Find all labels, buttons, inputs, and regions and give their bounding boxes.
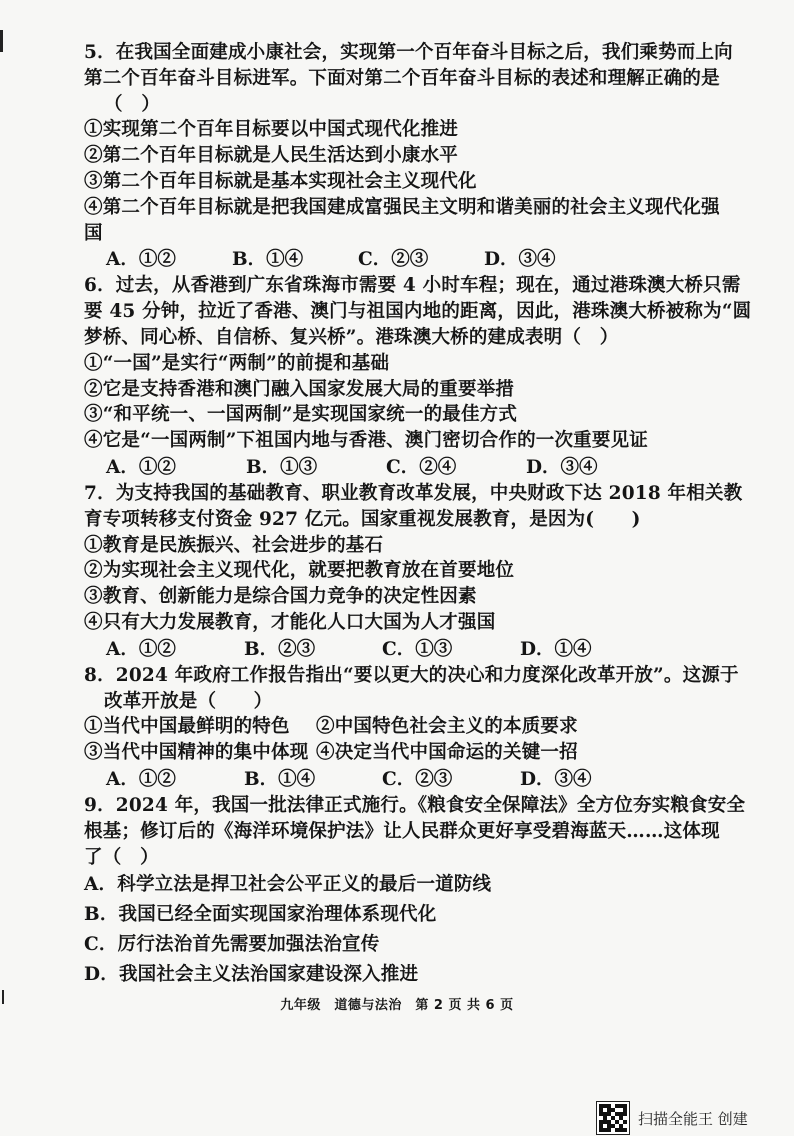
statement: ③当代中国精神的集中体现 <box>84 742 309 764</box>
option-b[interactable]: B．①④ <box>232 249 304 271</box>
option-a[interactable]: A．①② <box>106 249 176 271</box>
question-6 <box>84 273 764 481</box>
statement: ①“一国”是实行“两制”的前提和基础 <box>84 352 390 374</box>
option-b[interactable]: B．②③ <box>244 638 316 660</box>
questions-content <box>84 38 764 990</box>
question-stem: 5．在我国全面建成小康社会，实现第一个百年奋斗目标之后，我们乘势而上向 <box>84 42 733 63</box>
question-8 <box>84 663 764 793</box>
option-a[interactable]: A．科学立法是捍卫社会公平正义的最后一道防线 <box>84 874 492 896</box>
statement: ②中国特色社会主义的本质要求 <box>316 716 578 738</box>
question-9 <box>84 793 764 990</box>
question-stem: 9．2024 年，我国一批法律正式施行。《粮食安全保障法》全方位夯实粮食安全 <box>84 794 746 816</box>
option-b[interactable]: B．①④ <box>244 768 316 790</box>
option-c[interactable]: C．②④ <box>386 456 457 478</box>
statement: ③“和平统一、一国两制”是实现国家统一的最佳方式 <box>84 404 518 426</box>
qr-code-icon <box>596 1101 630 1135</box>
statement: ③第二个百年目标就是基本实现社会主义现代化 <box>84 170 477 192</box>
watermark-text: 扫描全能王 创建 <box>638 1109 748 1128</box>
statement: ④第二个百年目标就是把我国建成富强民主文明和谐美丽的社会主义现代化强 <box>84 196 720 218</box>
question-7 <box>84 481 764 663</box>
question-stem: 了（ ） <box>84 846 159 868</box>
option-a[interactable]: A．①② <box>106 768 176 790</box>
statement-pair <box>84 740 764 766</box>
option-d[interactable]: D．③④ <box>520 768 592 790</box>
option-d[interactable]: D．①④ <box>520 638 592 660</box>
option-d[interactable]: D．③④ <box>526 456 598 478</box>
question-stem: 8．2024 年政府工作报告指出“要以更大的决心和力度深化改革开放”。这源于 <box>84 664 739 686</box>
scanner-watermark <box>596 1100 748 1136</box>
option-row <box>84 246 764 273</box>
option-b[interactable]: B．①③ <box>246 456 318 478</box>
option-row <box>84 454 764 481</box>
option-d[interactable]: D．我国社会主义法治国家建设深入推进 <box>84 964 419 986</box>
statement: 国 <box>84 222 103 244</box>
statement: ③教育、创新能力是综合国力竞争的决定性因素 <box>84 586 477 608</box>
page-footer: 九年级 道德与法治 第 2 页 共 6 页 <box>280 998 514 1013</box>
question-stem: 育专项转移支付资金 927 亿元。国家重视发展教育，是因为( ) <box>84 508 641 530</box>
option-row <box>84 636 764 663</box>
statement: ①实现第二个百年目标要以中国式现代化推进 <box>84 119 459 141</box>
statement: ④决定当代中国命运的关键一招 <box>316 742 578 764</box>
option-c[interactable]: C．②③ <box>382 768 453 790</box>
statement: ②第二个百年目标就是人民生活达到小康水平 <box>84 145 459 167</box>
question-5 <box>84 40 764 273</box>
scan-edge-mark <box>0 30 3 52</box>
question-stem: 7．为支持我国的基础教育、职业教育改革发展，中央财政下达 2018 年相关教 <box>84 482 743 504</box>
option-c[interactable]: C．②③ <box>358 249 429 271</box>
question-stem: 改革开放是（ ） <box>104 690 273 712</box>
question-stem: 要 45 分钟，拉近了香港、澳门与祖国内地的距离，因此，港珠澳大桥被称为“圆 <box>84 301 752 323</box>
statement-pair <box>84 714 764 740</box>
question-stem: 6．过去，从香港到广东省珠海市需要 4 小时车程；现在，通过港珠澳大桥只需 <box>84 275 741 297</box>
option-row <box>84 766 764 793</box>
answer-blank: （ ） <box>104 93 161 115</box>
option-c[interactable]: C．①③ <box>382 638 453 660</box>
option-b[interactable]: B．我国已经全面实现国家治理体系现代化 <box>84 904 437 926</box>
statement: ①教育是民族振兴、社会进步的基石 <box>84 534 384 556</box>
statement: ②为实现社会主义现代化，就要把教育放在首要地位 <box>84 560 515 582</box>
option-a[interactable]: A．①② <box>106 456 176 478</box>
statement: ④只有大力发展教育，才能化人口大国为人才强国 <box>84 611 496 633</box>
statement: ④它是“一国两制”下祖国内地与香港、澳门密切合作的一次重要见证 <box>84 430 648 452</box>
option-d[interactable]: D．③④ <box>484 249 556 271</box>
option-a[interactable]: A．①② <box>106 638 176 660</box>
question-stem: 根基；修订后的《海洋环境保护法》让人民群众更好享受碧海蓝天……这体现 <box>84 820 720 842</box>
question-stem: 梦桥、同心桥、自信桥、复兴桥”。港珠澳大桥的建成表明（ ） <box>84 326 619 348</box>
statement: ①当代中国最鲜明的特色 <box>84 716 290 738</box>
statement: ②它是支持香港和澳门融入国家发展大局的重要举措 <box>84 378 515 400</box>
option-c[interactable]: C．厉行法治首先需要加强法治宣传 <box>84 934 380 956</box>
question-stem: 第二个百年奋斗目标进军。下面对第二个百年奋斗目标的表述和理解正确的是 <box>84 67 720 89</box>
